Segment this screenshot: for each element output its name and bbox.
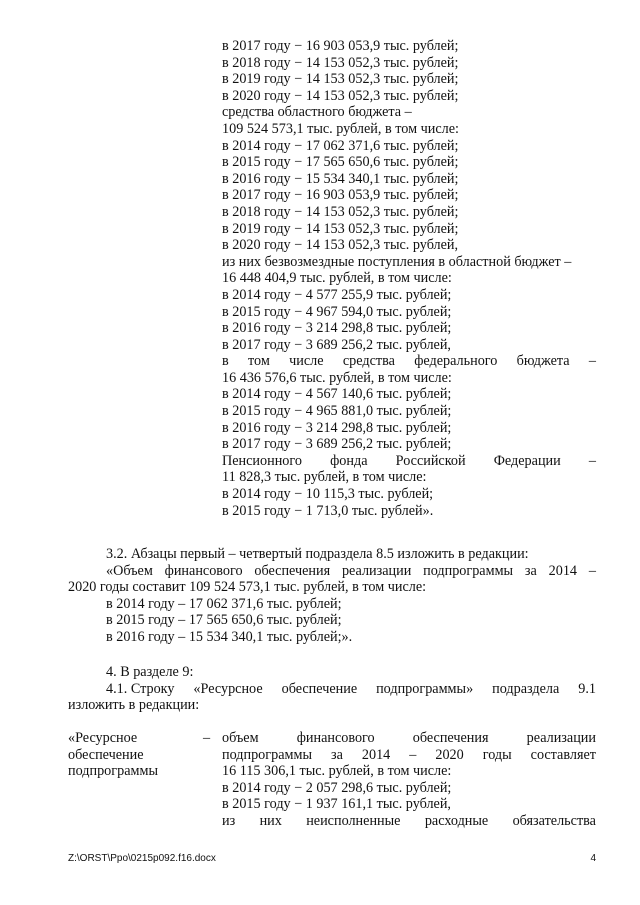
word: подпрограммы [222, 746, 312, 763]
word: расходные [424, 812, 489, 829]
text-line: в 2017 году − 16 903 053,9 тыс. рублей; [222, 38, 459, 54]
word: федерального [414, 353, 498, 370]
page-number: 4 [590, 853, 596, 864]
word: «Объем [106, 562, 153, 579]
word: средства [342, 353, 395, 370]
subsection-second-line: изложить в редакции: [68, 697, 200, 714]
paragraph-first-line [68, 563, 596, 580]
text-line: в 2014 году − 17 062 371,6 тыс. рублей; [222, 137, 459, 154]
word: фонда [330, 452, 368, 469]
text-line: в 2015 году − 4 965 881,0 тыс. рублей; [222, 403, 452, 420]
label-line: обеспечение [68, 746, 144, 763]
page-footer [68, 853, 596, 864]
resource-row-label [68, 730, 218, 780]
word: подпрограммы» [376, 680, 474, 697]
text-line: средства областного бюджета – [222, 104, 412, 121]
word: 2014 [361, 746, 391, 763]
text-line: 11 828,3 тыс. рублей, в том числе: [222, 469, 427, 486]
word: 9.1 [578, 680, 596, 697]
text-line: в 2017 году − 3 689 256,2 тыс. рублей; [222, 436, 452, 453]
word: составляет [530, 746, 596, 763]
list-item: в 2014 году – 17 062 371,6 тыс. рублей; [106, 595, 342, 612]
word: из [222, 812, 236, 829]
paragraph-second-line: 2020 годы составит 109 524 573,1 тыс. рублей, в том числе: [68, 579, 427, 596]
word: подраздела [492, 680, 560, 697]
text-line: в 2015 году − 4 967 594,0 тыс. рублей; [222, 303, 452, 320]
word: 2020 [435, 746, 464, 763]
text-line: в 2017 году − 3 689 256,2 тыс. рублей, [222, 336, 451, 353]
row-dash: – [203, 730, 211, 746]
text-line: 16 448 404,9 тыс. рублей, в том числе: [222, 270, 452, 287]
word: – [588, 452, 596, 469]
word: бюджета [516, 353, 570, 370]
word: за [330, 746, 343, 763]
word: Российской [395, 452, 466, 469]
word: финансового [164, 562, 243, 579]
list-item: в 2015 году – 17 565 650,6 тыс. рублей; [106, 612, 342, 629]
text-line: в 2016 году − 3 214 298,8 тыс. рублей; [222, 320, 452, 337]
text-line: в 2016 году − 15 534 340,1 тыс. рублей; [222, 170, 459, 187]
word: обеспечения [412, 730, 489, 746]
value-line [222, 813, 596, 830]
section-4 [68, 664, 596, 714]
pension-heading-line [222, 453, 596, 470]
file-path: Z:\ORST\Ppo\0215p092.f16.docx [68, 853, 216, 864]
text-line: в 2017 году − 16 903 053,9 тыс. рублей; [222, 187, 459, 204]
word: 4.1. Строку [106, 680, 175, 697]
text-line: в 2015 году − 17 565 650,6 тыс. рублей; [222, 154, 459, 171]
word: 2014 [548, 562, 577, 579]
word: Пенсионного [222, 452, 302, 469]
resource-row-value [222, 730, 596, 830]
word: – [409, 746, 417, 763]
word: неисполненные [306, 812, 401, 829]
text-line: в 2016 году − 3 214 298,8 тыс. рублей; [222, 419, 452, 436]
word: в [222, 353, 229, 370]
word: – [588, 562, 596, 579]
text-line: в 2019 году − 14 153 052,3 тыс. рублей; [222, 71, 459, 88]
word: финансового [296, 730, 375, 746]
word: обеспечения [254, 562, 331, 579]
value-line [222, 730, 596, 747]
word: годы [482, 746, 512, 763]
section-heading: 3.2. Абзацы первый – четвертый подраздела 8.5 изложить в редакции: [106, 546, 529, 562]
value-line: в 2015 году − 1 937 161,1 тыс. рублей, [222, 796, 451, 813]
word: объем [222, 730, 259, 746]
text-line: в 2014 году − 4 577 255,9 тыс. рублей; [222, 286, 452, 303]
text-line: в 2019 году − 14 153 052,3 тыс. рублей; [222, 220, 459, 237]
text-line: в 2014 году − 10 115,3 тыс. рублей; [222, 486, 434, 503]
value-line [222, 747, 596, 764]
text-line: в 2015 году − 1 713,0 тыс. рублей». [222, 502, 434, 519]
section-heading: 4. В разделе 9: [106, 664, 194, 680]
text-line: 16 436 576,6 тыс. рублей, в том числе: [222, 369, 452, 386]
word: числе [289, 353, 324, 370]
list-item: в 2016 году – 15 534 340,1 тыс. рублей;». [106, 628, 353, 645]
funding-top-block [222, 38, 596, 519]
federal-heading-line [222, 353, 596, 370]
word: Федерации [493, 452, 561, 469]
value-line: в 2014 году − 2 057 298,6 тыс. рублей; [222, 779, 452, 796]
word: обеспечение [281, 680, 358, 697]
word: подпрограммы [423, 562, 514, 579]
subsection-first-line [68, 681, 596, 698]
text-line: в 2020 году − 14 153 052,3 тыс. рублей; [222, 87, 459, 104]
word: них [259, 812, 282, 829]
word: реализации [341, 562, 412, 579]
text-line: 109 524 573,1 тыс. рублей, в том числе: [222, 120, 459, 137]
section-3-2 [68, 546, 596, 646]
text-line: в 2014 году − 4 567 140,6 тыс. рублей; [222, 386, 452, 403]
label-line: «Ресурсное [68, 730, 138, 746]
value-line: 16 115 306,1 тыс. рублей, в том числе: [222, 763, 452, 780]
label-line: подпрограммы [68, 763, 158, 780]
word: за [524, 562, 537, 579]
word: «Ресурсное [193, 680, 263, 697]
word: том [248, 353, 270, 370]
word: обязательства [512, 812, 596, 829]
text-line: из них безвозмездные поступления в областной бюджет – [222, 253, 572, 270]
text-line: в 2020 году − 14 153 052,3 тыс. рублей, [222, 237, 459, 254]
word: – [588, 353, 596, 370]
text-line: в 2018 году − 14 153 052,3 тыс. рублей; [222, 54, 459, 71]
word: реализации [526, 730, 596, 746]
text-line: в 2018 году − 14 153 052,3 тыс. рублей; [222, 203, 459, 220]
